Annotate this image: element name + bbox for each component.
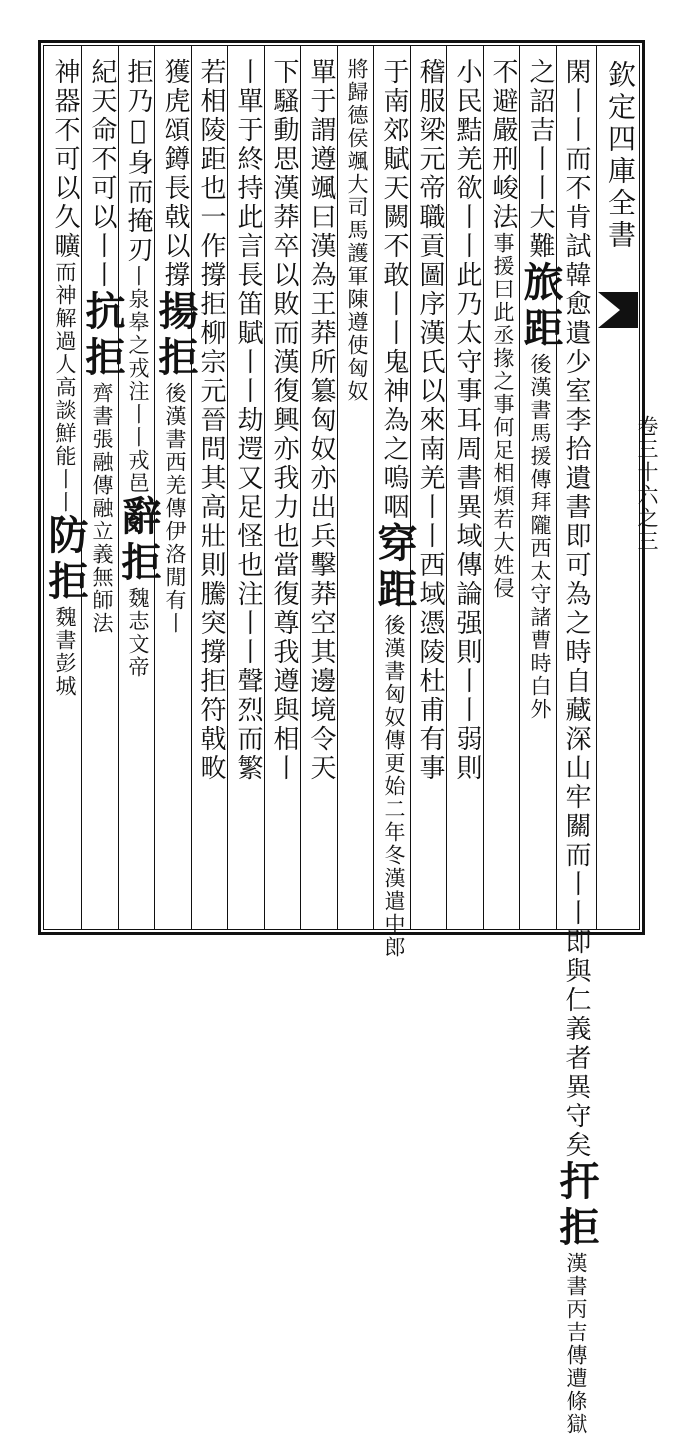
column-divider: [410, 45, 411, 930]
header-divider: [596, 45, 597, 930]
book-title: 欽定四庫全書: [604, 60, 637, 252]
text-column: [517, 58, 564, 918]
text-column: [447, 58, 487, 918]
text-column: [553, 58, 600, 1436]
column-divider: [337, 45, 338, 930]
entry-heading: 辭拒: [115, 495, 162, 587]
entry-heading: 抗拒: [79, 290, 126, 382]
entry-heading: 防拒: [42, 514, 89, 606]
text-column: [264, 58, 304, 918]
body-text: 若相陵距也一作撐拒柳宗元晉問其高壯則騰突撐拒符戟畋: [196, 58, 226, 783]
text-column: [191, 58, 231, 918]
volume-label: 卷三十六之三: [635, 415, 659, 553]
annotation-text: 後漢書匈奴傳更始二年冬漢遣中郎: [382, 614, 406, 959]
body-text: 單于謂遵颯曰漢為王莽所簒匈奴亦出兵擊莽空其邊境令天: [306, 58, 336, 783]
entry-heading: 旅距: [517, 261, 564, 353]
text-column: [228, 58, 268, 918]
fish-tail-mark-icon: [598, 290, 638, 330]
body-text: 之時自藏深山牢關而丨丨即與仁義者異守矣: [561, 609, 591, 1160]
column-divider: [118, 45, 119, 930]
annotation-text: 事援曰此丞掾之事何足相煩若大姓侵: [491, 232, 515, 600]
text-column: [410, 58, 450, 918]
text-column: [483, 58, 523, 918]
entry-heading: 穿距: [371, 522, 418, 614]
body-text: 下騷動思漢莽卒以敗而漢復興亦我力也當復尊我遵與相丨: [269, 58, 299, 783]
column-divider: [300, 45, 301, 930]
annotation-text: 丨泉皋之戎注丨丨戎邑: [126, 265, 150, 495]
body-text: 拒乃𠣔身而掩刃: [123, 58, 153, 265]
annotation-text: 魏志文帝: [126, 587, 150, 679]
column-divider: [227, 45, 228, 930]
annotation-text: 而神解過人高談鮮能丨丨: [53, 261, 77, 514]
annotation-text: 漢書丙吉傳遭條獄: [564, 1252, 588, 1436]
column-divider: [446, 45, 447, 930]
annotation-text: 齊書張融傳融立義無師法: [90, 382, 114, 635]
body-text: 紀天命不可以丨丨: [87, 58, 117, 290]
body-text: 獲虎頌鐏長戟以撐: [160, 58, 190, 290]
annotation-text: 將歸德侯颯大司馬護軍陳遵使匈奴: [345, 58, 369, 403]
annotation-text: 魏書彭城: [53, 606, 77, 698]
text-column: [152, 58, 199, 918]
column-divider: [519, 45, 520, 930]
body-text: 不避嚴刑峻法: [488, 58, 518, 232]
column-divider: [81, 45, 82, 930]
body-text: 神器不可以久曠: [50, 58, 80, 261]
body-text: 小民黠羌欲丨丨此乃太守事耳周書異域傳論强則丨丨弱則: [452, 58, 482, 783]
text-column: [42, 58, 89, 918]
column-divider: [556, 45, 557, 930]
body-text: 丨單于終持此言長笛賦丨丨劫遌又足怪也注丨丨聲烈而繁: [233, 58, 263, 783]
body-text: 于南郊賦天闕不敢丨丨鬼神為之嗚咽: [379, 58, 409, 522]
text-column: [79, 58, 126, 918]
body-text: 之詔吉丨丨大難: [525, 58, 555, 261]
column-divider: [264, 45, 265, 930]
text-column: [371, 58, 418, 959]
column-divider: [373, 45, 374, 930]
column-divider: [154, 45, 155, 930]
column-divider: [483, 45, 484, 930]
body-text: 稽服梁元帝職貢圖序漢氏以來南羌丨丨西域憑陵杜甫有事: [415, 58, 445, 783]
annotation-text: 後漢書馬援傳拜隴西太守諸曹時白外: [528, 353, 552, 721]
entry-heading: 揚拒: [152, 290, 199, 382]
body-text: 閑丨丨而不肯試韓愈遺少室李拾遺書即可為: [561, 58, 591, 609]
annotation-text: 後漢書西羌傳伊洛閒有丨: [163, 382, 187, 635]
text-column: [115, 58, 162, 918]
text-column: [301, 58, 341, 918]
text-column: [337, 58, 377, 918]
column-divider: [191, 45, 192, 930]
entry-heading: 扞拒: [553, 1160, 600, 1252]
